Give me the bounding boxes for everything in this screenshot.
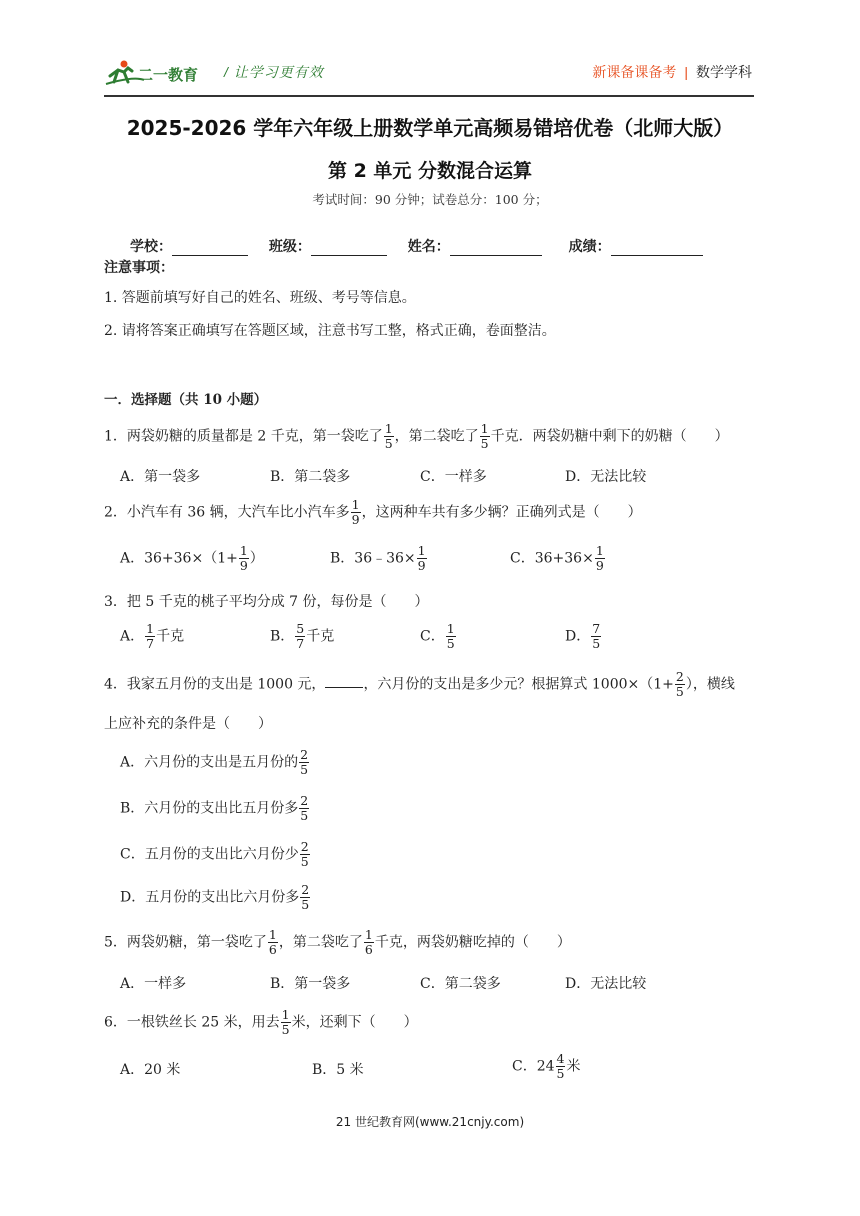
fraction: $\frac{2}{5}$ xyxy=(300,747,309,777)
header-right xyxy=(592,62,752,82)
name-label: 姓名： xyxy=(407,239,450,255)
runner-logo-icon xyxy=(104,58,210,88)
header-course-label: 新课备课备考 xyxy=(592,64,677,80)
option-b[interactable]: B．第一袋多 xyxy=(270,976,351,992)
question-3: 3．把 5 千克的桃子平均分成 7 份，每份是（ ） xyxy=(104,594,429,610)
option-b[interactable]: B．36﹣36× $\frac{1}{9}$ xyxy=(330,543,426,573)
fraction: $\frac{2}{5}$ xyxy=(300,839,309,869)
class-label: 班级： xyxy=(268,239,311,255)
name-field[interactable] xyxy=(450,241,542,256)
option-a[interactable]: A． $\frac{1}{7}$ 千克 xyxy=(120,621,185,651)
option-d[interactable]: D．五月份的支出比六月份多 $\frac{2}{5}$ xyxy=(120,882,310,912)
option-a[interactable]: A．36+36×（1+ $\frac{1}{9}$ ） xyxy=(120,543,264,573)
option-c[interactable]: C．第二袋多 xyxy=(420,976,501,992)
exam-info: 考试时间：90 分钟；试卷总分：100 分； xyxy=(312,192,548,207)
option-a[interactable]: A．六月份的支出是五月份的 $\frac{2}{5}$ xyxy=(120,747,309,777)
option-b[interactable]: B．5 米 xyxy=(312,1062,364,1078)
question-5: 5．两袋奶糖，第一袋吃了 $\frac{1}{6}$ ，第二袋吃了 $\frac{1}{6}$ 千克，两袋奶糖吃掉的（ ） xyxy=(104,927,571,957)
fraction: $\frac{1}{7}$ xyxy=(146,621,155,651)
fraction: $\frac{1}{9}$ xyxy=(239,543,248,573)
logo-text: 二一教育 xyxy=(138,66,199,84)
question-6: 6．一根铁丝长 25 米，用去 $\frac{1}{5}$ 米，还剩下（ ） xyxy=(104,1007,418,1037)
section-title: 一．选择题（共 10 小题） xyxy=(104,392,268,408)
student-info-row xyxy=(130,236,703,256)
option-a[interactable]: A．一样多 xyxy=(120,976,187,992)
option-c[interactable]: C．24 $\frac{4}{5}$ 米 xyxy=(512,1051,581,1081)
header-separator: | xyxy=(684,64,688,80)
option-d[interactable]: D． $\frac{7}{5}$ xyxy=(565,621,601,651)
fraction: $\frac{7}{5}$ xyxy=(592,621,601,651)
fraction: $\frac{2}{5}$ xyxy=(301,882,310,912)
option-c[interactable]: C．一样多 xyxy=(420,469,487,485)
note-item: 2. 请将答案正确填写在答题区域，注意书写工整，格式正确，卷面整洁。 xyxy=(104,323,556,339)
score-field[interactable] xyxy=(611,241,703,256)
page-title: 2025-2026 学年六年级上册数学单元高频易错培优卷（北师大版） xyxy=(126,116,734,140)
answer-blank xyxy=(325,675,363,688)
fraction: $\frac{1}{6}$ xyxy=(364,927,373,957)
fraction: $\frac{1}{9}$ xyxy=(351,497,360,527)
option-d[interactable]: D．无法比较 xyxy=(565,976,647,992)
option-b[interactable]: B．六月份的支出比五月份多 $\frac{2}{5}$ xyxy=(120,793,309,823)
option-b[interactable]: B．第二袋多 xyxy=(270,469,351,485)
question-1: 1．两袋奶糖的质量都是 2 千克，第一袋吃了 $\frac{1}{5}$ ，第二袋吃了 $\frac{1}{5}$ 千克．两袋奶糖中剩下的奶糖（ ） xyxy=(104,421,729,451)
score-label: 成绩： xyxy=(568,239,611,255)
school-label: 学校： xyxy=(130,239,172,255)
slogan: / 让学习更有效 xyxy=(224,64,324,80)
question-4: 4．我家五月份的支出是 1000 元， ，六月份的支出是多少元？根据算式 1000×（1+ $\frac{2}{5}$ ），横线 xyxy=(104,669,735,699)
fraction: $\frac{1}{5}$ xyxy=(480,421,489,451)
option-c[interactable]: C．五月份的支出比六月份少 $\frac{2}{5}$ xyxy=(120,839,309,869)
option-a[interactable]: A．20 米 xyxy=(120,1062,181,1078)
option-c[interactable]: C． $\frac{1}{5}$ xyxy=(420,621,455,651)
fraction: $\frac{2}{5}$ xyxy=(675,669,684,699)
option-b[interactable]: B． $\frac{5}{7}$ 千克 xyxy=(270,621,335,651)
header-subject-label: 数学学科 xyxy=(696,64,752,80)
option-d[interactable]: D．无法比较 xyxy=(565,469,647,485)
question-2: 2．小汽车有 36 辆，大汽车比小汽车多 $\frac{1}{9}$ ，这两种车共有多少辆？正确列式是（ ） xyxy=(104,497,642,527)
school-field[interactable] xyxy=(172,241,248,256)
fraction: $\frac{2}{5}$ xyxy=(300,793,309,823)
class-field[interactable] xyxy=(311,241,387,256)
fraction: $\frac{1}{5}$ xyxy=(446,621,455,651)
fraction: $\frac{1}{9}$ xyxy=(417,543,426,573)
header-divider xyxy=(104,95,754,97)
note-item: 1. 答题前填写好自己的姓名、班级、考号等信息。 xyxy=(104,290,416,306)
fraction: $\frac{5}{7}$ xyxy=(296,621,305,651)
option-c[interactable]: C．36+36× $\frac{1}{9}$ xyxy=(510,543,604,573)
fraction: $\frac{1}{6}$ xyxy=(268,927,277,957)
logo xyxy=(104,58,210,88)
fraction: $\frac{1}{9}$ xyxy=(595,543,604,573)
notice-title: 注意事项： xyxy=(104,260,174,276)
fraction: $\frac{1}{5}$ xyxy=(384,421,393,451)
fraction: $\frac{1}{5}$ xyxy=(281,1007,290,1037)
option-a[interactable]: A．第一袋多 xyxy=(120,469,201,485)
page-footer: 21 世纪教育网(www.21cnjy.com) xyxy=(335,1115,525,1129)
page-subtitle: 第 2 单元 分数混合运算 xyxy=(327,160,533,182)
question-4-line2: 上应补充的条件是（ ） xyxy=(104,716,272,732)
fraction: $\frac{4}{5}$ xyxy=(556,1051,565,1081)
